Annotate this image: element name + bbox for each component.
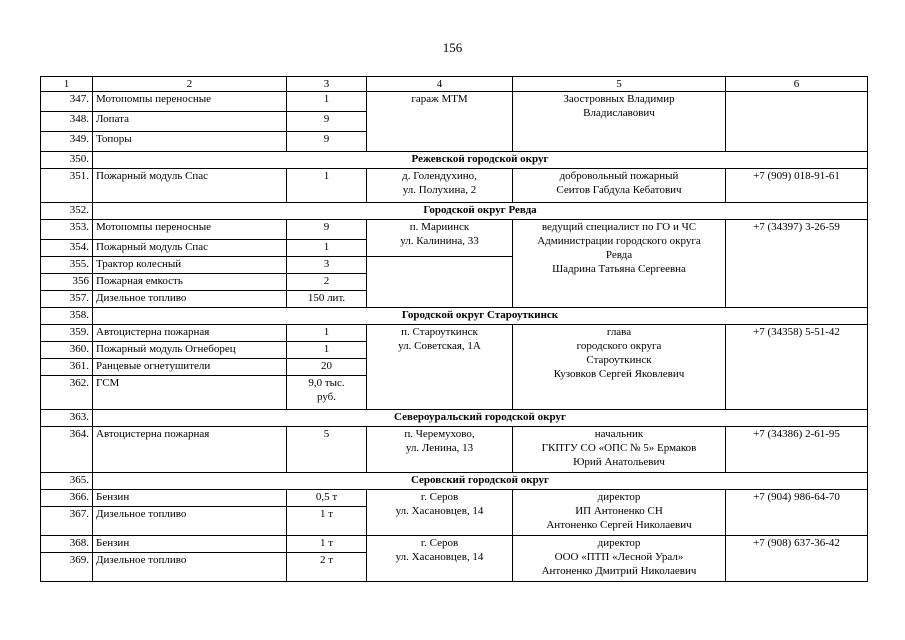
location-line: п. Староуткинск xyxy=(401,326,478,338)
table-row xyxy=(41,169,868,203)
section-title: Режевской городской округ xyxy=(93,152,868,169)
responsible-person-cell xyxy=(513,169,726,203)
item-quantity: 20 xyxy=(287,359,367,376)
row-number: 347. xyxy=(41,92,93,112)
row-number: 368. xyxy=(41,536,93,553)
item-name: Пожарная емкость xyxy=(93,274,287,291)
person-line: ИП Антоненко СН xyxy=(575,505,663,517)
item-quantity: 0,5 т xyxy=(287,490,367,507)
section-row xyxy=(41,473,868,490)
item-quantity: 9 xyxy=(287,132,367,152)
row-number: 363. xyxy=(41,410,93,427)
item-quantity xyxy=(287,376,367,410)
section-row xyxy=(41,410,868,427)
person-line: ООО «ПТП «Лесной Урал» xyxy=(554,551,684,563)
responsible-person-cell xyxy=(513,490,726,536)
row-number: 365. xyxy=(41,473,93,490)
table-row xyxy=(41,92,868,112)
row-number: 350. xyxy=(41,152,93,169)
item-name: ГСМ xyxy=(93,376,287,410)
item-name: Дизельное топливо xyxy=(93,507,287,536)
responsible-person-cell xyxy=(513,92,726,152)
empty-cell xyxy=(367,257,513,308)
person-line: Сеитов Габдула Кебатович xyxy=(556,184,682,196)
item-name: Пожарный модуль Спас xyxy=(93,240,287,257)
location-line: ул. Советская, 1А xyxy=(398,340,481,352)
row-number: 358. xyxy=(41,308,93,325)
phone-cell xyxy=(726,92,868,152)
quantity-line: 9,0 тыс. xyxy=(308,377,345,389)
row-number: 357. xyxy=(41,291,93,308)
table-row xyxy=(41,427,868,473)
person-line: Владиславович xyxy=(583,107,655,119)
table-header-row xyxy=(41,77,868,92)
row-number: 364. xyxy=(41,427,93,473)
location-line: п. Черемухово, xyxy=(404,428,475,440)
person-line: директор xyxy=(597,537,641,549)
item-name: Мотопомпы переносные xyxy=(93,220,287,240)
item-quantity: 150 лит. xyxy=(287,291,367,308)
location-line: г. Серов xyxy=(420,491,459,503)
location-line: д. Голендухино, xyxy=(402,170,477,182)
section-title: Североуральский городской округ xyxy=(93,410,868,427)
item-name: Ранцевые огнетушители xyxy=(93,359,287,376)
row-number: 353. xyxy=(41,220,93,240)
item-quantity: 2 т xyxy=(287,553,367,582)
row-number: 369. xyxy=(41,553,93,582)
responsible-person-cell xyxy=(513,427,726,473)
item-name: Автоцистерна пожарная xyxy=(93,427,287,473)
responsible-person-cell xyxy=(513,536,726,582)
item-name: Автоцистерна пожарная xyxy=(93,325,287,342)
row-number: 352. xyxy=(41,203,93,220)
row-number: 354. xyxy=(41,240,93,257)
person-line: Юрий Анатольевич xyxy=(573,456,665,468)
item-name: Дизельное топливо xyxy=(93,553,287,582)
table-row xyxy=(41,490,868,507)
item-quantity: 2 xyxy=(287,274,367,291)
page-number: 156 xyxy=(442,40,463,55)
item-quantity: 1 xyxy=(287,342,367,359)
person-line: Антоненко Сергей Николаевич xyxy=(546,519,692,531)
item-quantity: 1 xyxy=(287,240,367,257)
row-number: 359. xyxy=(41,325,93,342)
location-cell xyxy=(367,169,513,203)
person-line: ведущий специалист по ГО и ЧС xyxy=(541,221,697,233)
item-name: Топоры xyxy=(93,132,287,152)
row-number: 361. xyxy=(41,359,93,376)
person-line: начальник xyxy=(594,428,644,440)
phone-cell: +7 (34386) 2-61-95 xyxy=(726,427,868,473)
phone-cell: +7 (909) 018-91-61 xyxy=(726,169,868,203)
person-line: Кузовков Сергей Яковлевич xyxy=(553,368,685,380)
item-quantity: 9 xyxy=(287,220,367,240)
row-number: 351. xyxy=(41,169,93,203)
item-quantity: 9 xyxy=(287,112,367,132)
item-name: Пожарный модуль Огнеборец xyxy=(93,342,287,359)
phone-cell: +7 (34397) 3-26-59 xyxy=(726,220,868,308)
location-cell: гараж МТМ xyxy=(367,92,513,152)
quantity-line: руб. xyxy=(316,391,337,403)
phone-cell: +7 (34358) 5-51-42 xyxy=(726,325,868,410)
responsible-person-cell xyxy=(513,325,726,410)
section-title: Городской округ Староуткинск xyxy=(93,308,868,325)
section-row xyxy=(41,152,868,169)
item-name: Лопата xyxy=(93,112,287,132)
item-quantity: 1 т xyxy=(287,507,367,536)
item-name: Пожарный модуль Спас xyxy=(93,169,287,203)
location-line: ул. Калинина, 33 xyxy=(400,235,479,247)
location-cell xyxy=(367,427,513,473)
header-cell: 1 xyxy=(41,77,93,92)
section-row xyxy=(41,308,868,325)
person-line: Администрации городского округа xyxy=(537,235,701,247)
location-line: ул. Хасановцев, 14 xyxy=(395,505,484,517)
person-line: добровольный пожарный xyxy=(559,170,679,182)
location-line: г. Серов xyxy=(420,537,459,549)
table-row xyxy=(41,220,868,240)
row-number: 362. xyxy=(41,376,93,410)
person-line: Ревда xyxy=(605,249,633,261)
section-row xyxy=(41,203,868,220)
person-line: Староуткинск xyxy=(586,354,652,366)
item-name: Трактор колесный xyxy=(93,257,287,274)
person-line: Заостровных Владимир xyxy=(563,93,675,105)
person-line: Антоненко Дмитрий Николаевич xyxy=(541,565,697,577)
person-line: Шадрина Татьяна Сергеевна xyxy=(552,263,686,275)
row-number: 349. xyxy=(41,132,93,152)
item-name: Бензин xyxy=(93,490,287,507)
responsible-person-cell xyxy=(513,220,726,308)
item-quantity: 1 xyxy=(287,169,367,203)
header-cell: 5 xyxy=(513,77,726,92)
location-line: п. Мариинск xyxy=(409,221,470,233)
person-line: городского округа xyxy=(576,340,662,352)
section-title: Городской округ Ревда xyxy=(93,203,868,220)
item-name: Дизельное топливо xyxy=(93,291,287,308)
table-row xyxy=(41,536,868,553)
section-title: Серовский городской округ xyxy=(93,473,868,490)
item-quantity: 1 xyxy=(287,92,367,112)
item-quantity: 5 xyxy=(287,427,367,473)
row-number: 360. xyxy=(41,342,93,359)
location-cell xyxy=(367,325,513,410)
item-name: Бензин xyxy=(93,536,287,553)
header-cell: 3 xyxy=(287,77,367,92)
item-quantity: 3 xyxy=(287,257,367,274)
person-line: ГКПТУ СО «ОПС № 5» Ермаков xyxy=(541,442,697,454)
location-cell xyxy=(367,536,513,582)
phone-cell: +7 (904) 986-64-70 xyxy=(726,490,868,536)
header-cell: 2 xyxy=(93,77,287,92)
person-line: глава xyxy=(606,326,632,338)
location-line: ул. Хасановцев, 14 xyxy=(395,551,484,563)
phone-cell: +7 (908) 637-36-42 xyxy=(726,536,868,582)
location-line: ул. Полухина, 2 xyxy=(402,184,477,196)
row-number: 367. xyxy=(41,507,93,536)
item-quantity: 1 т xyxy=(287,536,367,553)
location-line: ул. Ленина, 13 xyxy=(405,442,474,454)
table-row xyxy=(41,325,868,342)
resources-table xyxy=(40,76,868,582)
location-cell xyxy=(367,490,513,536)
row-number: 366. xyxy=(41,490,93,507)
row-number: 355. xyxy=(41,257,93,274)
person-line: директор xyxy=(597,491,641,503)
item-quantity: 1 xyxy=(287,325,367,342)
location-cell xyxy=(367,220,513,257)
header-cell: 6 xyxy=(726,77,868,92)
header-cell: 4 xyxy=(367,77,513,92)
row-number: 348. xyxy=(41,112,93,132)
item-name: Мотопомпы переносные xyxy=(93,92,287,112)
row-number: 356 xyxy=(41,274,93,291)
